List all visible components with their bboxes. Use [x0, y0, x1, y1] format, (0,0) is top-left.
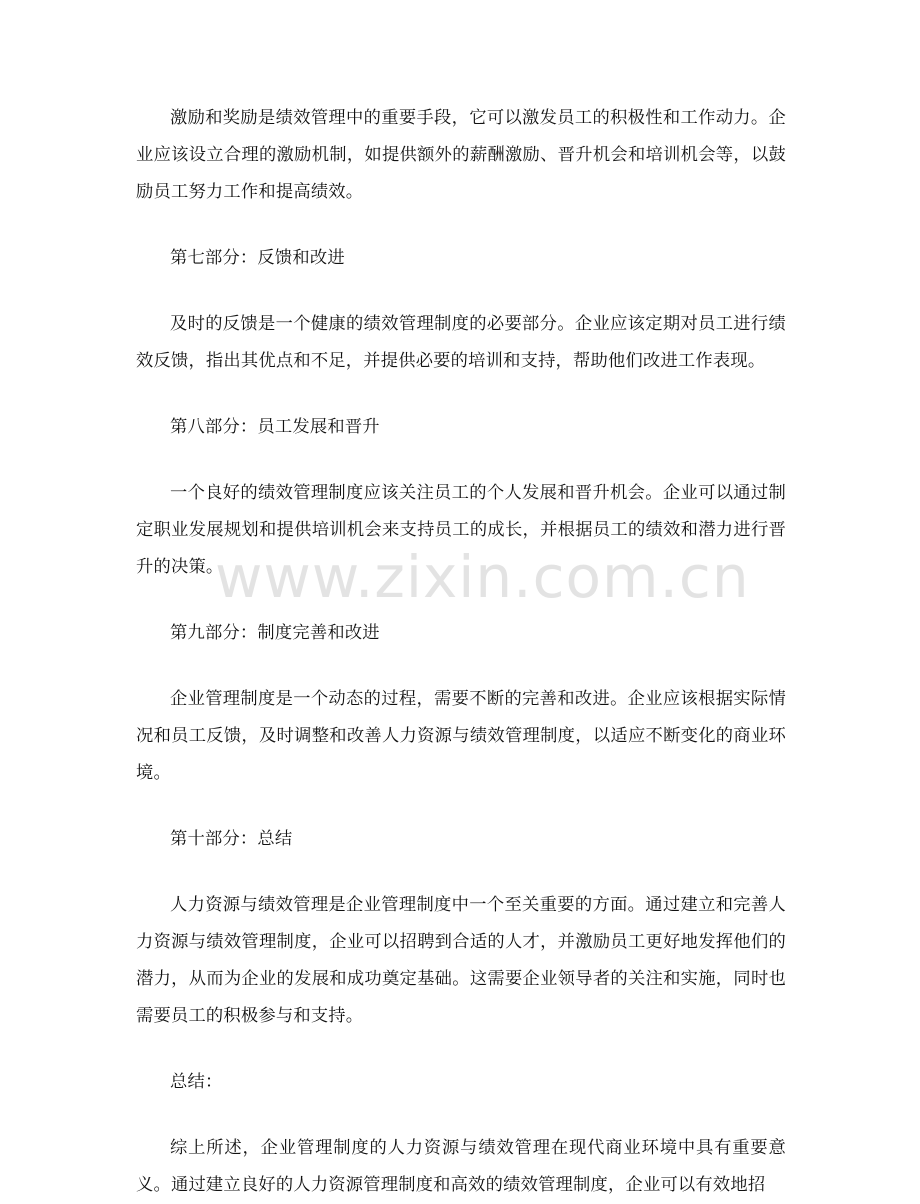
paragraph-improvement: 企业管理制度是一个动态的过程，需要不断的完善和改进。企业应该根据实际情况和员工反馈，及时调整和改善人力资源与绩效管理制度，以适应不断变化的商业环境。	[136, 689, 786, 783]
paragraph-conclusion: 综上所述，企业管理制度的人力资源与绩效管理在现代商业环境中具有重要意义。通过建立良好的人力资源管理制度和高效的绩效管理制度，企业可以有效地招	[136, 1138, 786, 1195]
document-page	[136, 100, 786, 1204]
heading-part-seven: 第七部分：反馈和改进	[170, 248, 345, 268]
paragraph-gap	[136, 277, 786, 306]
paragraph-gap	[136, 792, 786, 821]
heading-part-eight: 第八部分：员工发展和晋升	[170, 417, 380, 437]
paragraph-gap	[136, 586, 786, 615]
paragraph-gap	[136, 858, 786, 887]
heading-part-ten: 第十部分：总结	[170, 829, 293, 849]
paragraph-feedback: 及时的反馈是一个健康的绩效管理制度的必要部分。企业应该定期对员工进行绩效反馈，指出其优点和不足，并提供必要的培训和支持，帮助他们改进工作表现。	[136, 314, 786, 371]
paragraph-development: 一个良好的绩效管理制度应该关注员工的个人发展和晋升机会。企业可以通过制定职业发展规划和提供培训机会来支持员工的成长，并根据员工的绩效和潜力进行晋升的决策。	[136, 483, 786, 577]
paragraph-gap	[136, 380, 786, 409]
paragraph-gap	[136, 1101, 786, 1130]
paragraph-incentives: 激励和奖励是绩效管理中的重要手段，它可以激发员工的积极性和工作动力。企业应该设立合理的激励机制，如提供额外的薪酬激励、晋升机会和培训机会等，以鼓励员工努力工作和提高绩效。	[136, 108, 786, 202]
heading-summary: 总结：	[170, 1072, 223, 1092]
paragraph-gap	[136, 1035, 786, 1064]
paragraph-gap	[136, 652, 786, 681]
paragraph-gap	[136, 446, 786, 475]
heading-part-nine: 第九部分：制度完善和改进	[170, 623, 380, 643]
paragraph-gap	[136, 211, 786, 240]
paragraph-summary-part: 人力资源与绩效管理是企业管理制度中一个至关重要的方面。通过建立和完善人力资源与绩效管理制度，企业可以招聘到合适的人才，并激励员工更好地发挥他们的潜力，从而为企业的发展和成功奠定基础。这需要企业领导者的关注和实施，同时也需要员工的积极参与和支持。	[136, 895, 786, 1026]
watermark-text: www.zixin.com.cn	[215, 543, 750, 611]
